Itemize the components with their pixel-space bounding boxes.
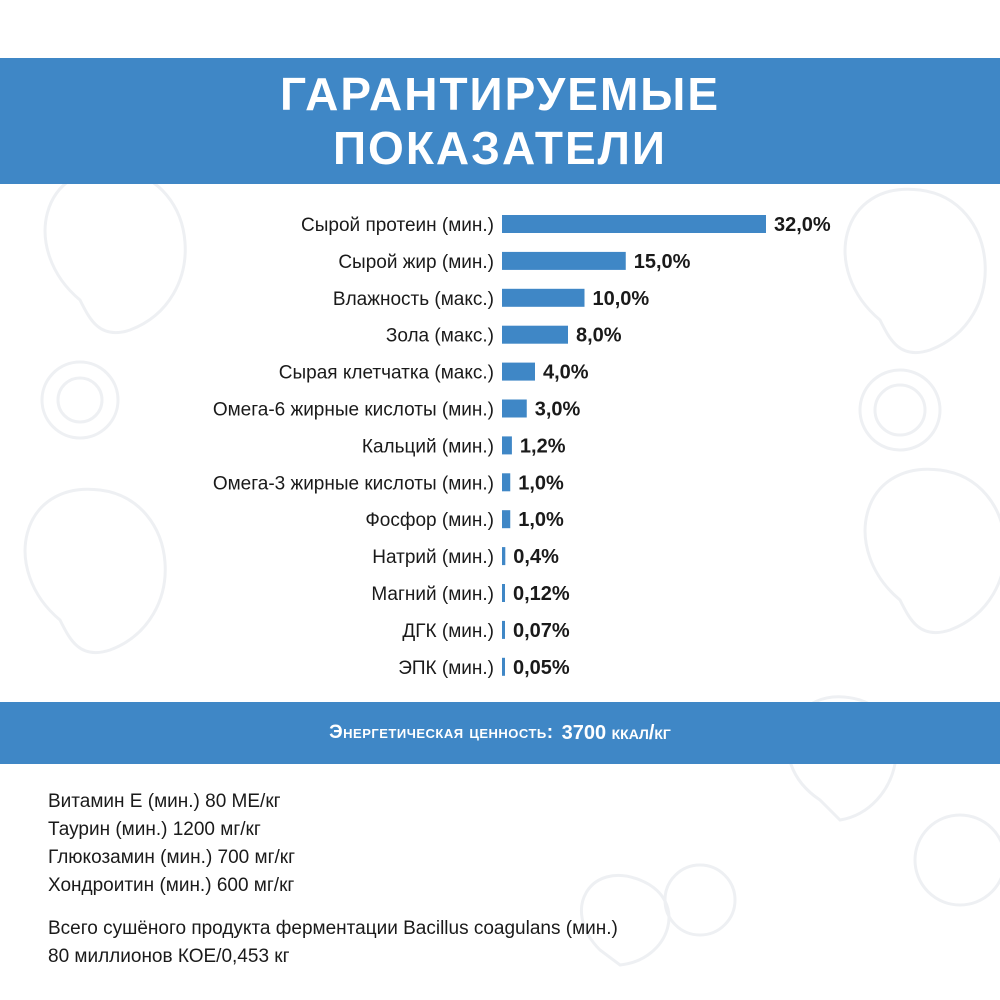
energy-value: 3700 ккал/кг <box>561 721 671 744</box>
energy-band <box>0 702 1000 764</box>
header-band <box>0 58 1000 184</box>
category-label: ЭПК (мин.) <box>398 657 494 679</box>
category-label: Влажность (макс.) <box>332 288 494 310</box>
category-label: Фосфор (мин.) <box>365 510 494 532</box>
value-label: 0,07% <box>513 619 570 642</box>
bar <box>502 400 527 418</box>
category-label: Зола (макс.) <box>385 325 494 347</box>
value-label: 1,0% <box>518 472 564 495</box>
bar <box>502 584 505 602</box>
value-label: 0,12% <box>513 583 570 605</box>
value-label: 8,0% <box>576 324 622 347</box>
value-label: 0,4% <box>513 546 559 569</box>
category-label: Омега-6 жирные кислоты (мин.) <box>212 399 494 421</box>
bar <box>502 363 535 381</box>
value-label: 3,0% <box>534 398 581 421</box>
probiotic-line2: 80 миллионов КОЕ/0,453 кг <box>48 946 290 967</box>
category-label: Сырой жир (мин.) <box>338 251 494 273</box>
value-label: 15,0% <box>633 250 691 273</box>
bar <box>502 621 505 639</box>
bar <box>502 473 510 491</box>
probiotic-note <box>48 915 948 971</box>
value-label: 1,0% <box>518 509 564 532</box>
category-label: Омега-3 жирные кислоты (мин.) <box>212 473 494 495</box>
page-title-line2: ПОКАЗАТЕЛИ <box>332 122 667 174</box>
value-label: 1,2% <box>519 435 566 458</box>
energy-label: Энергетическая ценность: <box>329 722 554 743</box>
bar <box>502 289 585 307</box>
category-label: Кальций (мин.) <box>361 436 494 458</box>
category-label: Натрий (мин.) <box>372 547 494 569</box>
bar-chart-svg <box>0 200 1000 690</box>
bar <box>502 215 766 233</box>
bar <box>502 326 568 344</box>
page-title-line1: ГАРАНТИРУЕМЫЕ <box>279 68 721 120</box>
nutrient-line: Глюкозамин (мин.) 700 мг/кг <box>48 847 296 868</box>
guaranteed-analysis-chart <box>0 200 1000 690</box>
bar <box>502 436 512 454</box>
bar <box>502 252 626 270</box>
value-label: 10,0% <box>592 287 650 310</box>
nutrient-line: Хондроитин (мин.) 600 мг/кг <box>48 875 295 896</box>
bar <box>502 547 505 565</box>
category-label: Магний (мин.) <box>371 584 494 605</box>
nutrient-line: Витамин Е (мин.) 80 МЕ/кг <box>48 791 281 812</box>
value-label: 0,05% <box>513 656 570 679</box>
category-label: Сырой протеин (мин.) <box>301 215 494 236</box>
value-label: 32,0% <box>774 214 831 236</box>
nutrient-line: Таурин (мин.) 1200 мг/кг <box>48 819 261 840</box>
category-label: Сырая клетчатка (макс.) <box>278 362 494 384</box>
bar <box>502 510 510 528</box>
value-label: 4,0% <box>543 361 589 384</box>
additional-nutrients-list <box>48 788 295 900</box>
category-label: ДГК (мин.) <box>402 620 494 642</box>
bar <box>502 658 505 676</box>
probiotic-line1: Всего сушёного продукта ферментации Bacillus coagulans (мин.) <box>48 918 618 939</box>
